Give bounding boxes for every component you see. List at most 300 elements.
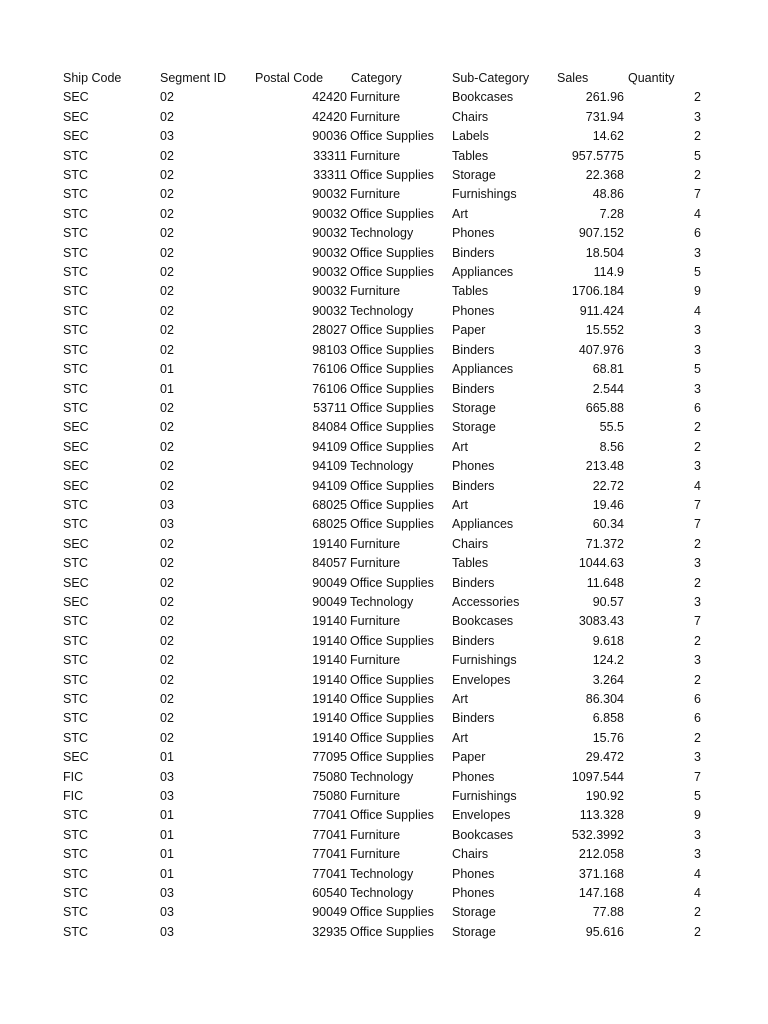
table-row — [0, 244, 768, 263]
cell-sales: 407.976 — [578, 342, 624, 357]
cell-category: Office Supplies — [350, 692, 434, 706]
cell-sales: 1706.184 — [571, 284, 624, 299]
cell-ship-code: STC — [63, 245, 88, 260]
table-row — [0, 321, 768, 340]
cell-postal-code: 19140 — [312, 730, 347, 745]
cell-ship-code: STC — [63, 847, 88, 862]
cell-sub-category: Tables — [452, 148, 489, 163]
cell-sub-category: Storage — [452, 924, 496, 939]
cell-postal-code: 90049 — [312, 575, 347, 590]
table-row — [0, 205, 768, 224]
cell-sub-category: Storage — [452, 420, 496, 435]
cell-sub-category: Phones — [452, 886, 495, 901]
cell-category: Furniture — [350, 789, 401, 804]
cell-category: Technology — [350, 226, 414, 241]
table-row — [0, 457, 768, 476]
cell-category: Technology — [350, 303, 414, 318]
cell-sales: 90.57 — [592, 594, 624, 609]
cell-sales: 77.88 — [592, 905, 624, 920]
cell-ship-code: STC — [63, 497, 88, 512]
cell-postal-code: 53711 — [313, 400, 347, 415]
cell-postal-code: 68025 — [312, 497, 347, 512]
cell-sub-category: Art — [452, 692, 468, 706]
cell-sub-category: Storage — [452, 168, 496, 183]
table-row — [0, 826, 768, 845]
cell-sub-category: Binders — [452, 342, 495, 357]
cell-ship-code: STC — [63, 265, 88, 280]
cell-sub-category: Art — [452, 730, 468, 745]
cell-segment-id: 02 — [160, 303, 174, 318]
cell-sales: 8.56 — [599, 439, 624, 454]
cell-sales: 15.552 — [585, 323, 624, 338]
cell-ship-code: SEC — [63, 459, 89, 474]
cell-segment-id: 02 — [160, 536, 174, 551]
table-body — [0, 88, 768, 942]
cell-sales: 11.648 — [586, 575, 624, 590]
cell-category: Office Supplies — [350, 381, 434, 396]
cell-quantity: 2 — [694, 672, 701, 687]
table-row — [0, 748, 768, 767]
cell-sub-category: Art — [452, 206, 468, 221]
cell-sales: 68.81 — [592, 362, 624, 377]
cell-quantity: 4 — [694, 478, 701, 493]
table-row — [0, 380, 768, 399]
cell-postal-code: 19140 — [312, 536, 347, 551]
cell-segment-id: 01 — [160, 847, 174, 862]
cell-ship-code: STC — [63, 672, 88, 687]
cell-category: Office Supplies — [350, 497, 434, 512]
cell-sales: 60.34 — [592, 517, 624, 532]
cell-quantity: 5 — [694, 148, 701, 163]
cell-postal-code: 90032 — [312, 226, 347, 241]
cell-quantity: 3 — [694, 556, 701, 571]
cell-quantity: 2 — [694, 439, 701, 454]
cell-sales: 22.368 — [585, 168, 624, 183]
cell-ship-code: STC — [63, 168, 88, 183]
cell-segment-id: 03 — [160, 886, 174, 901]
table-row — [0, 438, 768, 457]
cell-ship-code: STC — [63, 226, 88, 241]
cell-segment-id: 02 — [160, 711, 174, 726]
header-quantity: Quantity — [628, 71, 675, 85]
cell-category: Technology — [350, 459, 414, 474]
cell-postal-code: 90032 — [312, 265, 347, 280]
cell-sub-category: Chairs — [452, 847, 489, 862]
cell-ship-code: STC — [63, 827, 88, 842]
cell-quantity: 6 — [694, 400, 701, 415]
table-row — [0, 554, 768, 573]
cell-postal-code: 90032 — [312, 187, 347, 202]
cell-ship-code: STC — [63, 808, 88, 823]
cell-postal-code: 76106 — [312, 362, 347, 377]
cell-postal-code: 42420 — [312, 90, 347, 105]
cell-ship-code: FIC — [63, 789, 84, 804]
cell-ship-code: STC — [63, 653, 88, 668]
cell-category: Technology — [350, 594, 414, 609]
cell-quantity: 2 — [694, 730, 701, 745]
cell-sales: 190.92 — [585, 789, 624, 804]
cell-sub-category: Phones — [452, 866, 495, 881]
cell-segment-id: 03 — [160, 905, 174, 920]
cell-category: Office Supplies — [350, 575, 434, 590]
cell-segment-id: 02 — [160, 439, 174, 454]
cell-sub-category: Storage — [452, 400, 496, 415]
table-row — [0, 632, 768, 651]
cell-segment-id: 01 — [160, 362, 174, 377]
cell-sales: 532.3992 — [571, 827, 624, 842]
cell-ship-code: STC — [63, 866, 88, 881]
cell-segment-id: 02 — [160, 323, 174, 338]
cell-ship-code: SEC — [63, 536, 89, 551]
cell-ship-code: STC — [63, 886, 88, 901]
cell-quantity: 6 — [694, 226, 701, 241]
cell-quantity: 3 — [694, 827, 701, 842]
cell-sales: 957.5775 — [571, 148, 624, 163]
cell-category: Furniture — [350, 187, 401, 202]
cell-sub-category: Phones — [452, 303, 495, 318]
cell-postal-code: 42420 — [312, 109, 347, 124]
cell-postal-code: 90032 — [312, 206, 347, 221]
cell-postal-code: 90032 — [312, 284, 347, 299]
cell-segment-id: 02 — [160, 187, 174, 202]
cell-sales: 86.304 — [585, 692, 624, 706]
cell-sales: 2.544 — [592, 381, 624, 396]
cell-segment-id: 02 — [160, 556, 174, 571]
table-row — [0, 574, 768, 593]
cell-segment-id: 02 — [160, 284, 174, 299]
cell-postal-code: 90036 — [312, 129, 347, 144]
table-row — [0, 729, 768, 748]
cell-quantity: 3 — [694, 381, 701, 396]
cell-segment-id: 01 — [160, 866, 174, 881]
cell-quantity: 3 — [694, 594, 701, 609]
cell-sub-category: Phones — [452, 226, 495, 241]
cell-sales: 731.94 — [585, 109, 624, 124]
header-segment-id: Segment ID — [160, 71, 227, 85]
cell-sub-category: Tables — [452, 284, 489, 299]
cell-category: Technology — [350, 886, 414, 901]
cell-sales: 9.618 — [592, 633, 624, 648]
cell-sub-category: Envelopes — [452, 672, 511, 687]
cell-sub-category: Storage — [452, 905, 496, 920]
cell-sales: 95.616 — [585, 924, 624, 939]
cell-quantity: 2 — [694, 168, 701, 183]
cell-postal-code: 28027 — [312, 323, 347, 338]
header-sub-category: Sub-Category — [452, 71, 530, 85]
cell-segment-id: 03 — [160, 769, 174, 784]
cell-sub-category: Paper — [452, 750, 486, 765]
cell-category: Office Supplies — [350, 265, 434, 280]
cell-ship-code: SEC — [63, 420, 89, 435]
cell-quantity: 2 — [694, 536, 701, 551]
cell-quantity: 3 — [694, 653, 701, 668]
cell-sales: 665.88 — [585, 400, 624, 415]
table-row — [0, 341, 768, 360]
cell-segment-id: 02 — [160, 226, 174, 241]
cell-postal-code: 33311 — [313, 168, 347, 183]
table-row — [0, 593, 768, 612]
cell-ship-code: STC — [63, 400, 88, 415]
cell-category: Office Supplies — [350, 129, 434, 144]
table-row — [0, 282, 768, 301]
cell-sales: 212.058 — [578, 847, 624, 862]
cell-ship-code: STC — [63, 362, 88, 377]
cell-segment-id: 02 — [160, 148, 174, 163]
cell-sales: 1097.544 — [571, 769, 624, 784]
cell-segment-id: 01 — [160, 827, 174, 842]
cell-ship-code: STC — [63, 633, 88, 648]
cell-sales: 14.62 — [592, 129, 624, 144]
cell-postal-code: 19140 — [312, 614, 347, 629]
cell-ship-code: STC — [63, 381, 88, 396]
cell-quantity: 9 — [694, 808, 701, 823]
cell-category: Office Supplies — [350, 905, 434, 920]
cell-quantity: 2 — [694, 924, 701, 939]
cell-category: Office Supplies — [350, 400, 434, 415]
table-row — [0, 108, 768, 127]
table-row — [0, 671, 768, 690]
cell-category: Office Supplies — [350, 672, 434, 687]
cell-quantity: 7 — [694, 187, 701, 202]
cell-ship-code: SEC — [63, 478, 89, 493]
cell-category: Office Supplies — [350, 168, 434, 183]
cell-sales: 55.5 — [599, 420, 624, 435]
table-row — [0, 399, 768, 418]
cell-quantity: 6 — [694, 692, 701, 706]
cell-postal-code: 19140 — [312, 653, 347, 668]
cell-postal-code: 77041 — [312, 808, 347, 823]
cell-category: Furniture — [350, 556, 401, 571]
cell-category: Office Supplies — [350, 206, 434, 221]
cell-sales: 114.9 — [593, 265, 624, 280]
cell-category: Office Supplies — [350, 750, 434, 765]
cell-ship-code: STC — [63, 517, 88, 532]
header-sales: Sales — [557, 71, 589, 85]
cell-segment-id: 02 — [160, 342, 174, 357]
cell-sub-category: Art — [452, 439, 468, 454]
cell-sales: 1044.63 — [578, 556, 624, 571]
cell-category: Furniture — [350, 614, 401, 629]
cell-segment-id: 03 — [160, 497, 174, 512]
cell-sub-category: Chairs — [452, 109, 489, 124]
cell-category: Office Supplies — [350, 517, 434, 532]
table-row — [0, 903, 768, 922]
table-row — [0, 651, 768, 670]
cell-segment-id: 02 — [160, 168, 174, 183]
header-ship-code: Ship Code — [63, 71, 122, 85]
cell-category: Technology — [350, 866, 414, 881]
cell-sub-category: Art — [452, 497, 468, 512]
cell-segment-id: 02 — [160, 672, 174, 687]
cell-postal-code: 94109 — [312, 459, 347, 474]
table-row — [0, 418, 768, 437]
cell-postal-code: 77041 — [312, 866, 347, 881]
cell-segment-id: 02 — [160, 400, 174, 415]
table-row — [0, 865, 768, 884]
table-row — [0, 923, 768, 942]
cell-segment-id: 03 — [160, 129, 174, 144]
cell-category: Technology — [350, 769, 414, 784]
cell-quantity: 7 — [694, 497, 701, 512]
table-row — [0, 127, 768, 146]
cell-sub-category: Binders — [452, 575, 495, 590]
cell-category: Office Supplies — [350, 245, 434, 260]
cell-segment-id: 02 — [160, 692, 174, 706]
cell-sub-category: Paper — [452, 323, 486, 338]
cell-category: Office Supplies — [350, 924, 434, 939]
cell-ship-code: SEC — [63, 90, 89, 105]
table-row — [0, 535, 768, 554]
table-row — [0, 185, 768, 204]
cell-segment-id: 02 — [160, 653, 174, 668]
cell-sub-category: Binders — [452, 633, 495, 648]
cell-segment-id: 01 — [160, 381, 174, 396]
cell-sales: 71.372 — [585, 536, 624, 551]
cell-postal-code: 94109 — [312, 439, 347, 454]
cell-sales: 147.168 — [578, 886, 624, 901]
cell-ship-code: STC — [63, 730, 88, 745]
table-row — [0, 360, 768, 379]
cell-ship-code: STC — [63, 342, 88, 357]
cell-segment-id: 02 — [160, 575, 174, 590]
cell-ship-code: STC — [63, 692, 88, 706]
cell-sales: 371.168 — [578, 866, 624, 881]
cell-quantity: 2 — [694, 905, 701, 920]
cell-postal-code: 19140 — [312, 672, 347, 687]
header-postal-code: Postal Code — [255, 71, 324, 85]
cell-sub-category: Phones — [452, 459, 495, 474]
cell-postal-code: 98103 — [312, 342, 347, 357]
cell-category: Office Supplies — [350, 362, 434, 377]
table-row — [0, 224, 768, 243]
cell-quantity: 3 — [694, 750, 701, 765]
cell-sub-category: Appliances — [452, 517, 514, 532]
cell-quantity: 2 — [694, 129, 701, 144]
cell-segment-id: 03 — [160, 789, 174, 804]
cell-sales: 3.264 — [592, 672, 624, 687]
cell-category: Office Supplies — [350, 439, 434, 454]
cell-category: Furniture — [350, 827, 401, 842]
table-row — [0, 768, 768, 787]
cell-sales: 907.152 — [578, 226, 624, 241]
cell-segment-id: 02 — [160, 614, 174, 629]
cell-quantity: 2 — [694, 633, 701, 648]
cell-sub-category: Phones — [452, 769, 495, 784]
cell-sub-category: Binders — [452, 711, 495, 726]
cell-segment-id: 02 — [160, 206, 174, 221]
cell-quantity: 6 — [694, 711, 701, 726]
cell-ship-code: SEC — [63, 129, 89, 144]
cell-postal-code: 33311 — [313, 148, 347, 163]
cell-postal-code: 90049 — [312, 905, 347, 920]
cell-category: Furniture — [350, 653, 401, 668]
table-row — [0, 806, 768, 825]
cell-segment-id: 02 — [160, 633, 174, 648]
cell-category: Office Supplies — [350, 633, 434, 648]
cell-segment-id: 02 — [160, 245, 174, 260]
cell-sales: 3083.43 — [578, 614, 624, 629]
cell-ship-code: SEC — [63, 109, 89, 124]
cell-quantity: 3 — [694, 342, 701, 357]
cell-postal-code: 84084 — [312, 420, 347, 435]
cell-postal-code: 75080 — [312, 769, 347, 784]
cell-quantity: 2 — [694, 90, 701, 105]
cell-sales: 22.72 — [592, 478, 624, 493]
data-table — [0, 69, 768, 942]
cell-sales: 911.424 — [579, 303, 624, 318]
cell-category: Furniture — [350, 90, 401, 105]
cell-sub-category: Bookcases — [452, 90, 514, 105]
cell-category: Office Supplies — [350, 420, 434, 435]
cell-category: Office Supplies — [350, 730, 434, 745]
table-row — [0, 147, 768, 166]
table-row — [0, 477, 768, 496]
cell-postal-code: 60540 — [312, 886, 347, 901]
cell-sales: 48.86 — [592, 187, 624, 202]
cell-sales: 6.858 — [592, 711, 624, 726]
cell-ship-code: STC — [63, 187, 88, 202]
cell-quantity: 7 — [694, 614, 701, 629]
cell-segment-id: 03 — [160, 924, 174, 939]
cell-category: Office Supplies — [350, 342, 434, 357]
cell-quantity: 9 — [694, 284, 701, 299]
cell-category: Furniture — [350, 536, 401, 551]
cell-sales: 18.504 — [585, 245, 624, 260]
cell-ship-code: STC — [63, 905, 88, 920]
header-row — [0, 69, 768, 88]
cell-ship-code: STC — [63, 711, 88, 726]
cell-segment-id: 01 — [160, 750, 174, 765]
cell-category: Office Supplies — [350, 478, 434, 493]
cell-sub-category: Appliances — [452, 362, 514, 377]
cell-ship-code: FIC — [63, 769, 84, 784]
table-row — [0, 302, 768, 321]
table-row — [0, 496, 768, 515]
cell-sales: 113.328 — [579, 808, 624, 823]
cell-quantity: 4 — [694, 303, 701, 318]
cell-quantity: 2 — [694, 420, 701, 435]
cell-sub-category: Tables — [452, 556, 489, 571]
cell-sales: 15.76 — [592, 730, 624, 745]
table-row — [0, 884, 768, 903]
cell-sales: 29.472 — [585, 750, 624, 765]
cell-ship-code: STC — [63, 924, 88, 939]
cell-sub-category: Bookcases — [452, 614, 514, 629]
cell-segment-id: 02 — [160, 478, 174, 493]
table-row — [0, 845, 768, 864]
cell-postal-code: 19140 — [312, 692, 347, 706]
cell-sub-category: Envelopes — [452, 808, 511, 823]
cell-category: Furniture — [350, 284, 401, 299]
table-row — [0, 166, 768, 185]
cell-ship-code: SEC — [63, 439, 89, 454]
cell-quantity: 3 — [694, 245, 701, 260]
table-row — [0, 612, 768, 631]
cell-ship-code: STC — [63, 303, 88, 318]
cell-quantity: 3 — [694, 323, 701, 338]
cell-quantity: 4 — [694, 886, 701, 901]
cell-quantity: 3 — [694, 109, 701, 124]
cell-postal-code: 75080 — [312, 789, 347, 804]
cell-ship-code: STC — [63, 284, 88, 299]
cell-ship-code: STC — [63, 614, 88, 629]
cell-postal-code: 76106 — [312, 381, 347, 396]
cell-segment-id: 03 — [160, 517, 174, 532]
cell-sub-category: Binders — [452, 478, 495, 493]
cell-quantity: 4 — [694, 866, 701, 881]
cell-segment-id: 02 — [160, 459, 174, 474]
cell-ship-code: STC — [63, 206, 88, 221]
